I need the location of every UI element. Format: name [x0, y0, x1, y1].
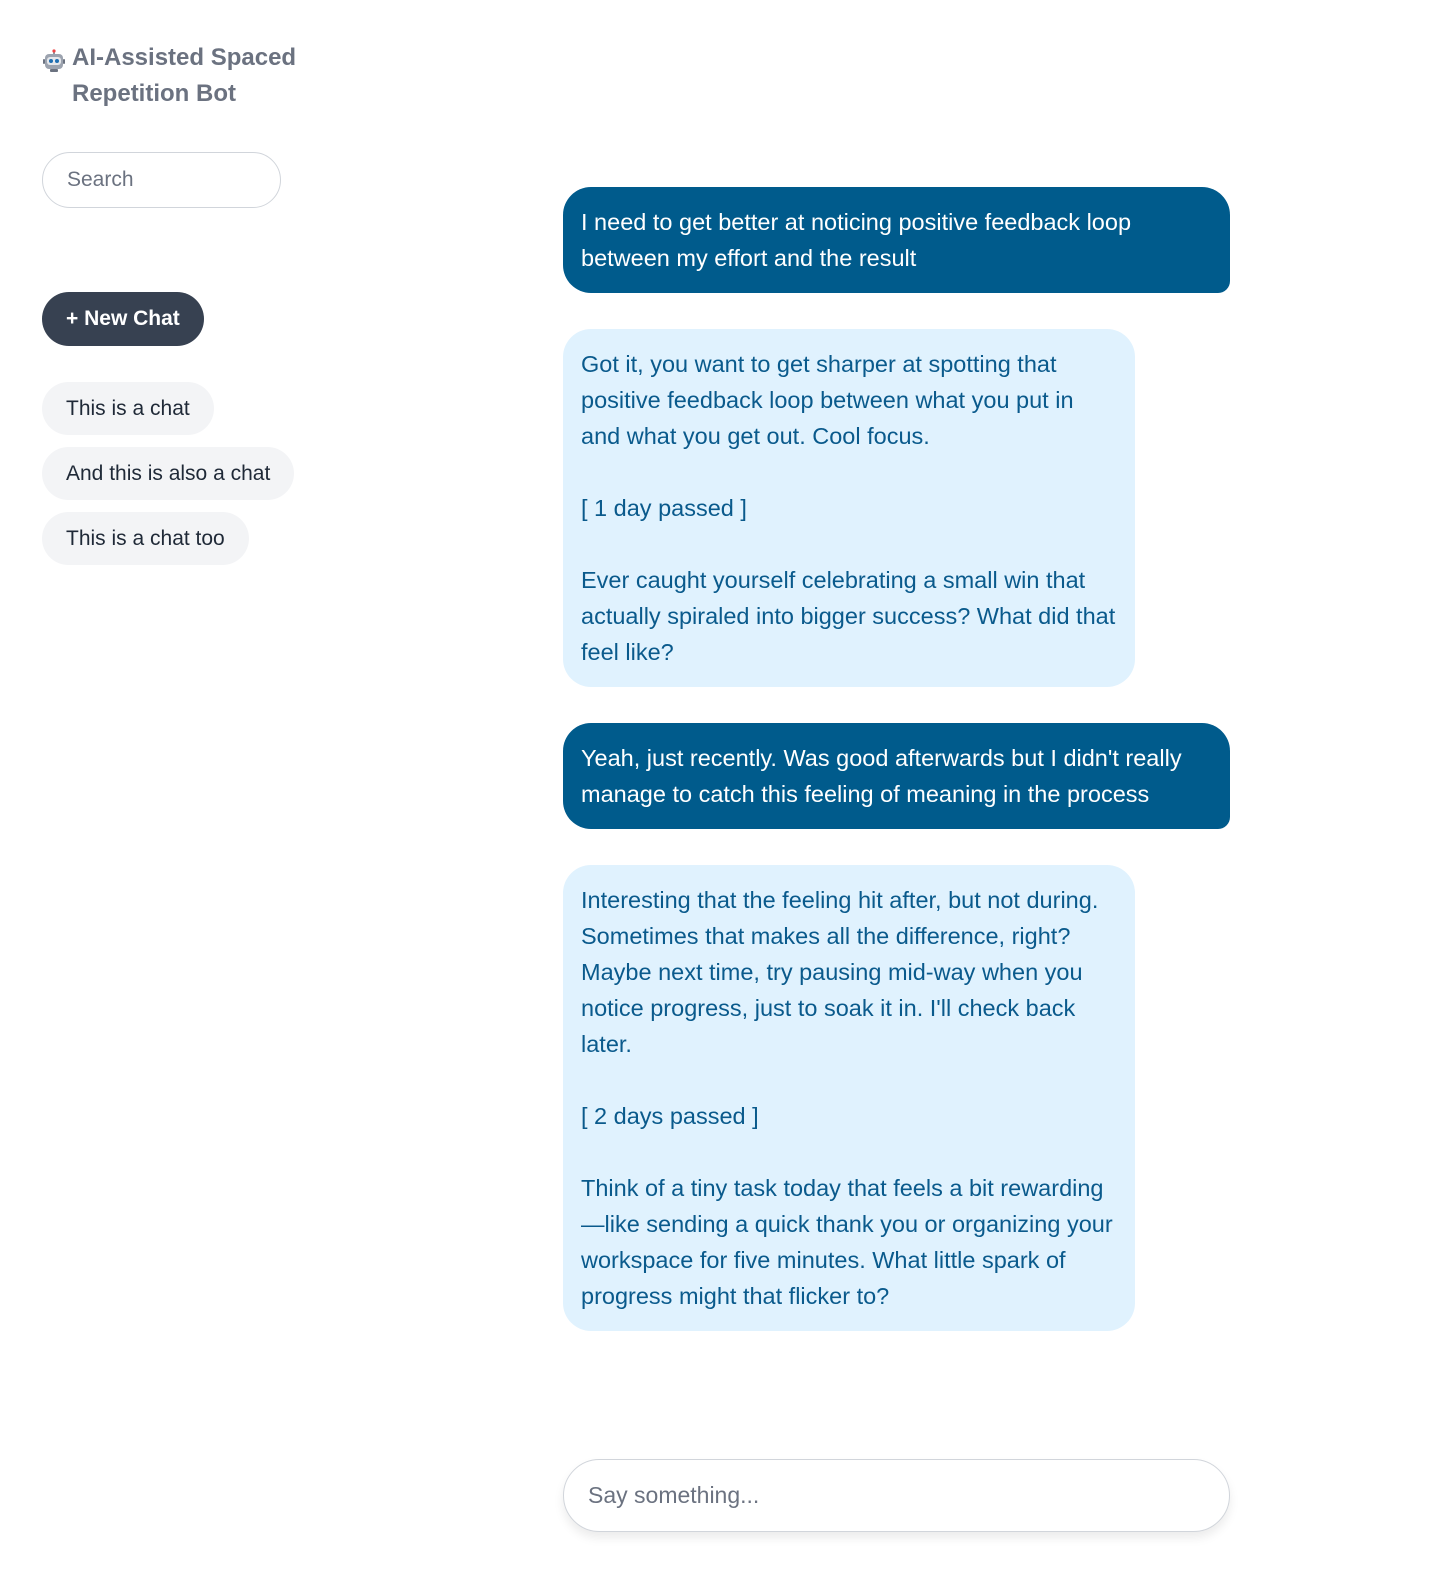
sidebar	[42, 40, 322, 565]
assistant-message: Interesting that the feeling hit after, but not during. Sometimes that makes all the difference, right? Maybe next time, try pausing mid-way when you notice progress, just to soak it in. I'll check back later. [ 2 days passed ] Think of a tiny task today that feels a bit rewarding—like sending a quick thank you or organizing your workspace for five minutes. What little spark of progress might that flicker to?	[563, 865, 1135, 1331]
conversation	[563, 187, 1230, 1331]
chat-list-item[interactable]: And this is also a chat	[42, 447, 294, 500]
chat-list-item[interactable]: This is a chat	[42, 382, 214, 435]
user-message: Yeah, just recently. Was good afterwards but I didn't really manage to catch this feeling of meaning in the process	[563, 723, 1230, 829]
robot-icon	[42, 48, 66, 72]
new-chat-button[interactable]: + New Chat	[42, 292, 204, 346]
chat-list-item[interactable]: This is a chat too	[42, 512, 249, 565]
message-input[interactable]	[563, 1459, 1230, 1532]
chat-list	[42, 382, 322, 565]
search-input[interactable]	[42, 152, 281, 208]
user-message: I need to get better at noticing positive feedback loop between my effort and the result	[563, 187, 1230, 293]
app-title-text: AI-Assisted Spaced Repetition Bot	[72, 44, 297, 107]
app-title	[42, 40, 322, 112]
assistant-message: Got it, you want to get sharper at spotting that positive feedback loop between what you put in and what you get out. Cool focus. [ 1 day passed ] Ever caught yourself celebrating a small win that actually spiraled into bigger success? What did that feel like?	[563, 329, 1135, 687]
